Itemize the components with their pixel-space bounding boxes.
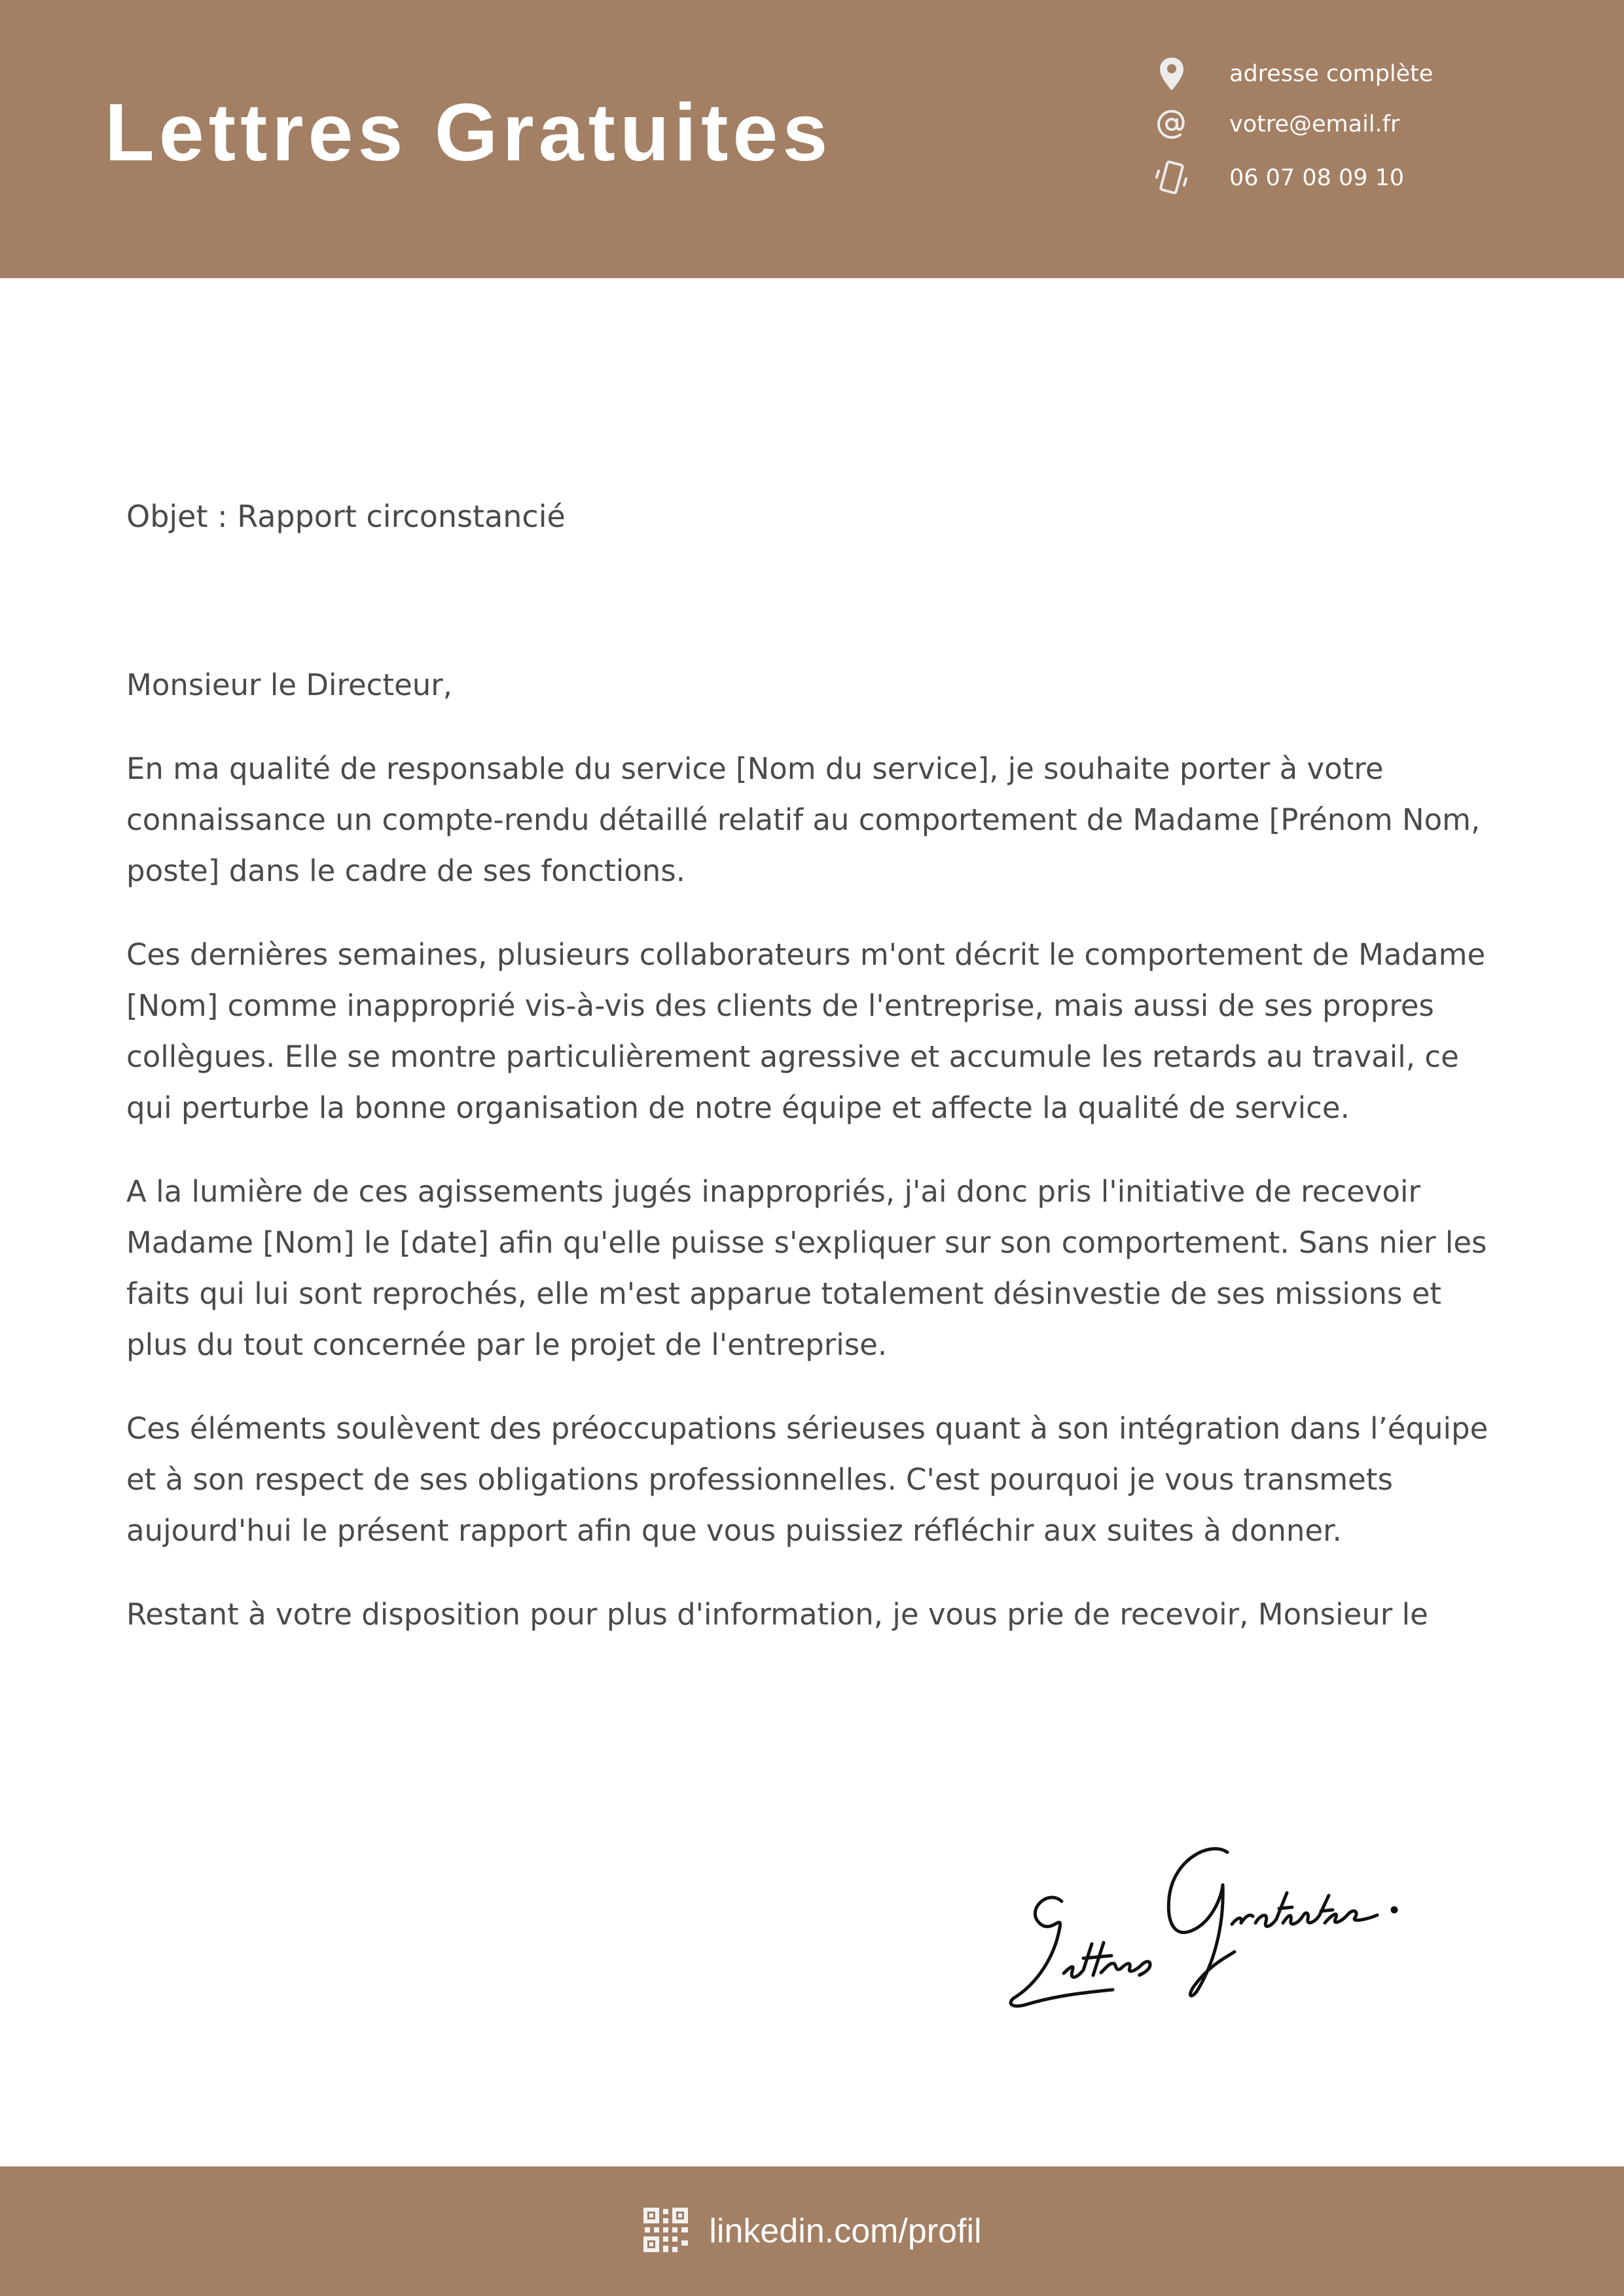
location-pin-icon — [1146, 51, 1198, 97]
salutation: Monsieur le Directeur, — [126, 668, 453, 702]
qr-code-icon — [642, 2206, 689, 2256]
header-banner — [0, 0, 1624, 278]
email-text: votre@email.fr — [1229, 111, 1400, 137]
phone-text: 06 07 08 09 10 — [1229, 165, 1405, 191]
paragraph-3: A la lumière de ces agissements jugés inappropriés, j'ai donc pris l'initiative de recevoir Madame [Nom] le [date] afin qu'elle puisse s'expliquer sur son comportement. Sans nier les faits qui lui sont reprochés, elle m'est apparue totalement désinvestie de ses missions et plus du tout concernée par le projet de l'entreprise. — [126, 1174, 1487, 1362]
footer-link[interactable] — [642, 2206, 981, 2256]
phone-icon — [1146, 155, 1198, 201]
contact-email — [1146, 101, 1399, 147]
contact-phone — [1146, 155, 1404, 201]
paragraph-5: Restant à votre disposition pour plus d'information, je vous prie de recevoir, Monsieur le — [126, 1597, 1428, 1632]
handwritten-signature — [1001, 1833, 1420, 2022]
linkedin-url[interactable]: linkedin.com/profil — [709, 2212, 982, 2250]
address-text: adresse complète — [1229, 61, 1434, 87]
letter-subject: Objet : Rapport circonstancié — [126, 499, 566, 534]
header-title: Lettres Gratuites — [105, 88, 833, 178]
footer-banner — [0, 2166, 1624, 2296]
paragraph-2: Ces dernières semaines, plusieurs collaborateurs m'ont décrit le comportement de Madame [Nom] comme inapproprié vis-à-vis des clients de l'entreprise, mais aussi de ses propres collègues. Elle se montre particulièrement agressive et accumule les retards au travail, ce qui perturbe la bonne organisation de notre équipe et affecte la qualité de service. — [126, 937, 1486, 1125]
paragraph-1: En ma qualité de responsable du service [Nom du service], je souhaite porter à votre connaissance un compte-rendu détaillé relatif au comportement de Madame [Prénom Nom, poste] dans le cadre de ses fonctions. — [126, 751, 1481, 888]
contact-address — [1146, 51, 1433, 97]
at-sign-icon — [1146, 101, 1198, 147]
paragraph-4: Ces éléments soulèvent des préoccupations sérieuses quant à son intégration dans l’équipe et à son respect de ses obligations professionnelles. C'est pourquoi je vous transmets aujourd'hui le présent rapport afin que vous puissiez réfléchir aux suites à donner. — [126, 1411, 1489, 1548]
letter-body — [126, 660, 1507, 1673]
